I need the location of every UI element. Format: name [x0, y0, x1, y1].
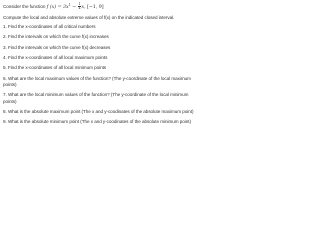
fraction-denominator: 4	[78, 5, 81, 10]
function-definition	[46, 1, 104, 10]
question-7: 7. What are the local minimum values of the function? (The y-coordinate of the local minimum points)	[3, 92, 189, 104]
function-exponent: 1	[68, 3, 71, 7]
question-6: 6. What are the local maximum values of the function? (The y-coordinate of the local maximum points)	[3, 75, 191, 87]
problem-lead-text: Consider the function	[3, 3, 46, 9]
question-3: 3. Find the intervals on which the curve f(x) decreases	[3, 44, 111, 50]
question-5: 5. Find the x-coordinates of all local minimum points	[3, 65, 107, 71]
fraction-numerator: 1	[78, 1, 81, 6]
question-4: 4. Find the x-coordinates of all local maximum points	[3, 54, 108, 60]
x-variable: x,	[81, 4, 86, 10]
closed-interval: [−1, 9]	[87, 4, 104, 10]
question-1: 1. Find the x-coordinates of all critical numbers	[3, 23, 96, 29]
problem-page	[0, 0, 200, 157]
directions-text: Compute the local and absolute extreme values of f(x) on the indicated closed interval.	[3, 14, 175, 20]
function-lhs: f (x) = 3x	[46, 4, 69, 10]
question-8: 8. What is the absolute maximum point (The x and y-coodinates of the absolute maximum point)	[3, 108, 194, 114]
problem-statement	[3, 2, 197, 11]
question-2: 2. Find the intervals on which the curve f(x) increases	[3, 34, 109, 40]
minus-sign: −	[72, 4, 77, 10]
question-9: 9. What is the absolute minimum point (The x and y-coodinates of the absolute minimum point)	[3, 119, 191, 125]
